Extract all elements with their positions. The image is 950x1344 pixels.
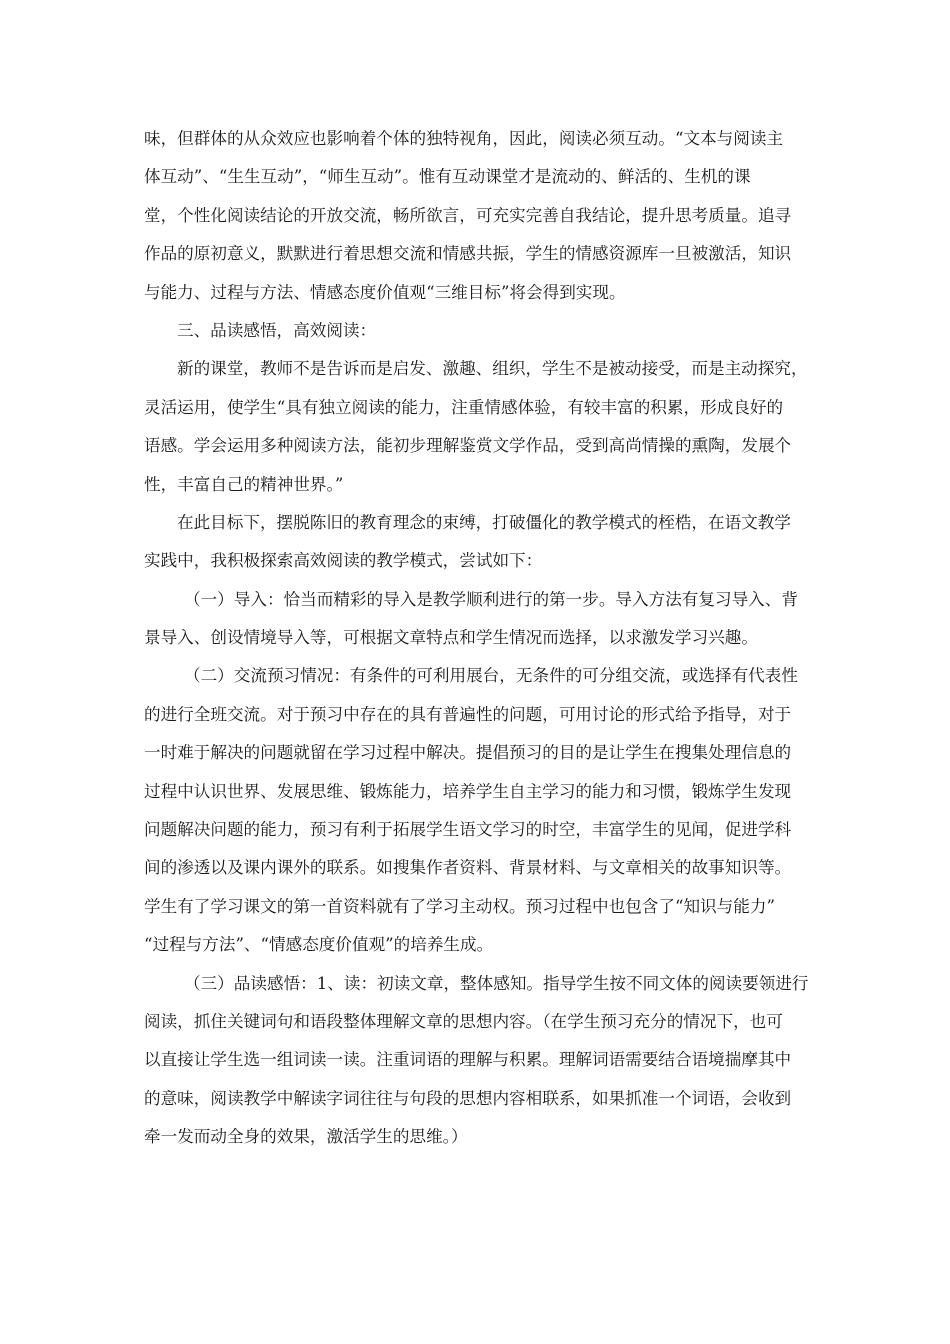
text-line: 阅读，抓住关键词句和语段整体理解文章的思想内容。（在学生预习充分的情况下，也可	[144, 1011, 783, 1031]
text-line: 在此目标下，摆脱陈旧的教育理念的束缚，打破僵化的教学模式的桎梏，在语文教学	[177, 512, 791, 532]
text-line: 景导入、创设情境导入等，可根据文章特点和学生情况而选择，以求激发学习兴趣。	[144, 628, 758, 648]
text-line: 堂，个性化阅读结论的开放交流，畅所欲言，可充实完善自我结论，提升思考质量。追寻	[144, 205, 792, 225]
text-line: 一时难于解决的问题就留在学习过程中解决。提倡预习的目的是让学生在搜集处理信息的	[144, 743, 792, 763]
section-heading: 三、品读感悟，高效阅读：	[177, 320, 377, 340]
text-line: （三）品读感悟：1、读：初读文章，整体感知。指导学生按不同文体的阅读要领进行	[184, 973, 809, 993]
text-line: 以直接让学生选一组词读一读。注重词语的理解与积累。理解词语需要结合语境揣摩其中	[144, 1050, 792, 1070]
text-line: 语感。学会运用多种阅读方法，能初步理解鉴赏文学作品，受到高尚情操的熏陶，发展个	[144, 436, 792, 456]
text-line: 性，丰富自己的精神世界。”	[144, 474, 344, 494]
text-line: 的进行全班交流。对于预习中存在的具有普遍性的问题，可用讨论的形式给予指导，对于	[144, 704, 792, 724]
text-line: 新的课堂，教师不是告诉而是启发、激趣、组织，学生不是被动接受，而是主动探究，	[177, 359, 808, 379]
text-line: “过程与方法”、“情感态度价值观”的培养生成。	[144, 935, 494, 955]
text-line: 学生有了学习课文的第一首资料就有了学习主动权。预习过程中也包含了“知识与能力”	[144, 896, 775, 916]
document-body	[144, 120, 824, 1157]
text-line: 灵活运用，使学生“具有独立阅读的能力，注重情感体验，有较丰富的积累，形成良好的	[144, 397, 784, 417]
text-line: 的意味，阅读教学中解读字词往往与句段的思想内容相联系，如果抓准一个词语，会收到	[144, 1088, 792, 1108]
text-line: 牵一发而动全身的效果，激活学生的思维。）	[144, 1127, 468, 1147]
text-line: （二）交流预习情况：有条件的可利用展台，无条件的可分组交流，或选择有代表性	[184, 666, 798, 686]
text-line: 问题解决问题的能力，预习有利于拓展学生语文学习的时空，丰富学生的见闻，促进学科	[144, 820, 792, 840]
text-line: 味，但群体的从众效应也影响着个体的独特视角，因此，阅读必须互动。“文本与阅读主	[144, 129, 784, 148]
text-line: 体互动”、“生生互动”，“师生互动”。惟有互动课堂才是流动的、鲜活的、生机的课	[144, 167, 751, 187]
text-line: 实践中，我积极探索高效阅读的教学模式，尝试如下：	[144, 551, 543, 571]
text-line: 过程中认识世界、发展思维、锻炼能力，培养学生自主学习的能力和习惯，锻炼学生发现	[144, 781, 792, 801]
text-line: 间的渗透以及课内课外的联系。如搜集作者资料、背景材料、与文章相关的故事知识等。	[144, 858, 792, 878]
text-line: （一）导入：恰当而精彩的导入是教学顺利进行的第一步。导入方法有复习导入、背	[184, 589, 798, 609]
text-line: 与能力、过程与方法、情感态度价值观“三维目标”将会得到实现。	[144, 282, 626, 302]
text-line: 作品的原初意义，默默进行着思想交流和情感共振，学生的情感资源库一旦被激活，知识	[144, 244, 792, 264]
